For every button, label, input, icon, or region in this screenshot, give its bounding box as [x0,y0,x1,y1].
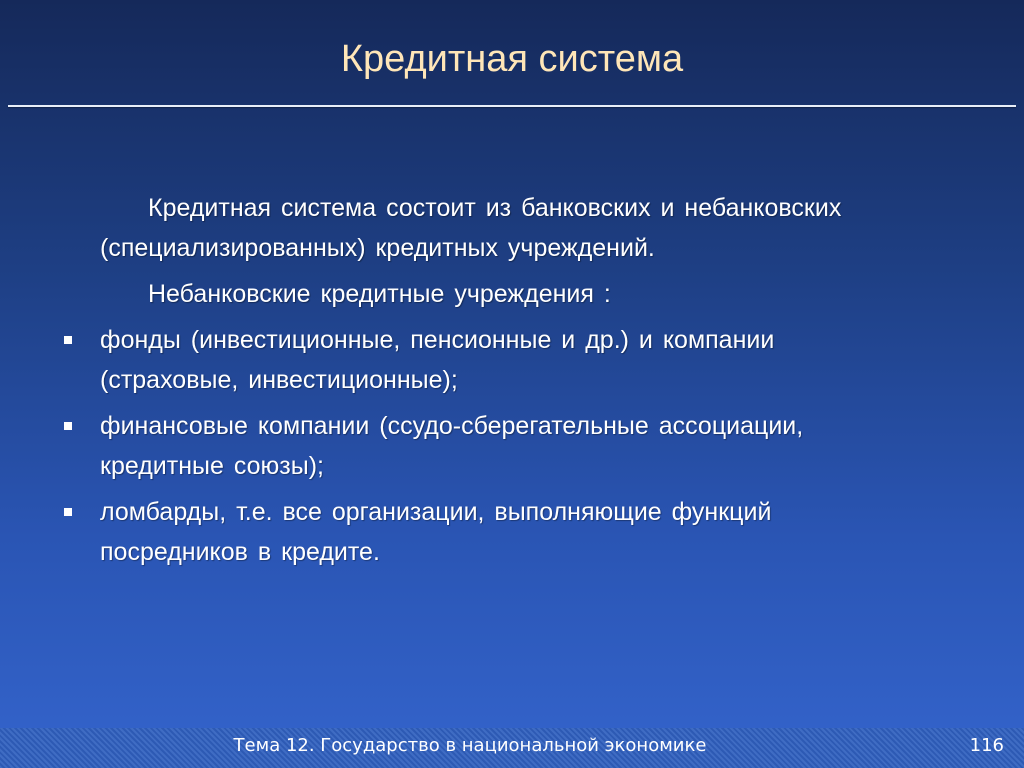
bullet-item [0,320,1024,400]
square-bullet-icon [64,336,72,344]
bullet-text: фонды (инвестиционные, пенсионные и др.) и компании (страховые, инвестиционные); [100,326,775,394]
slide-title: Кредитная система [340,38,684,80]
square-bullet-icon [64,508,72,516]
subheading-paragraph: Небанковские кредитные учреждения : [148,280,611,308]
bullet-text: ломбарды, т.е. все организации, выполняющие функций посредников в кредите. [100,498,772,566]
slide-body [0,188,1024,578]
bullet-item [0,492,1024,572]
title-divider [8,105,1016,107]
footer-topic: Тема 12. Государство в национальной экономике [233,735,707,756]
bullet-list [0,320,1024,572]
square-bullet-icon [64,422,72,430]
bullet-item [0,406,1024,486]
page-number: 116 [969,735,1004,756]
intro-paragraph: Кредитная система состоит из банковских и небанковских (специализированных) кредитных учреждений. [100,194,842,262]
bullet-text: финансовые компании (ссудо-сберегательные ассоциации, кредитные союзы); [100,412,804,480]
